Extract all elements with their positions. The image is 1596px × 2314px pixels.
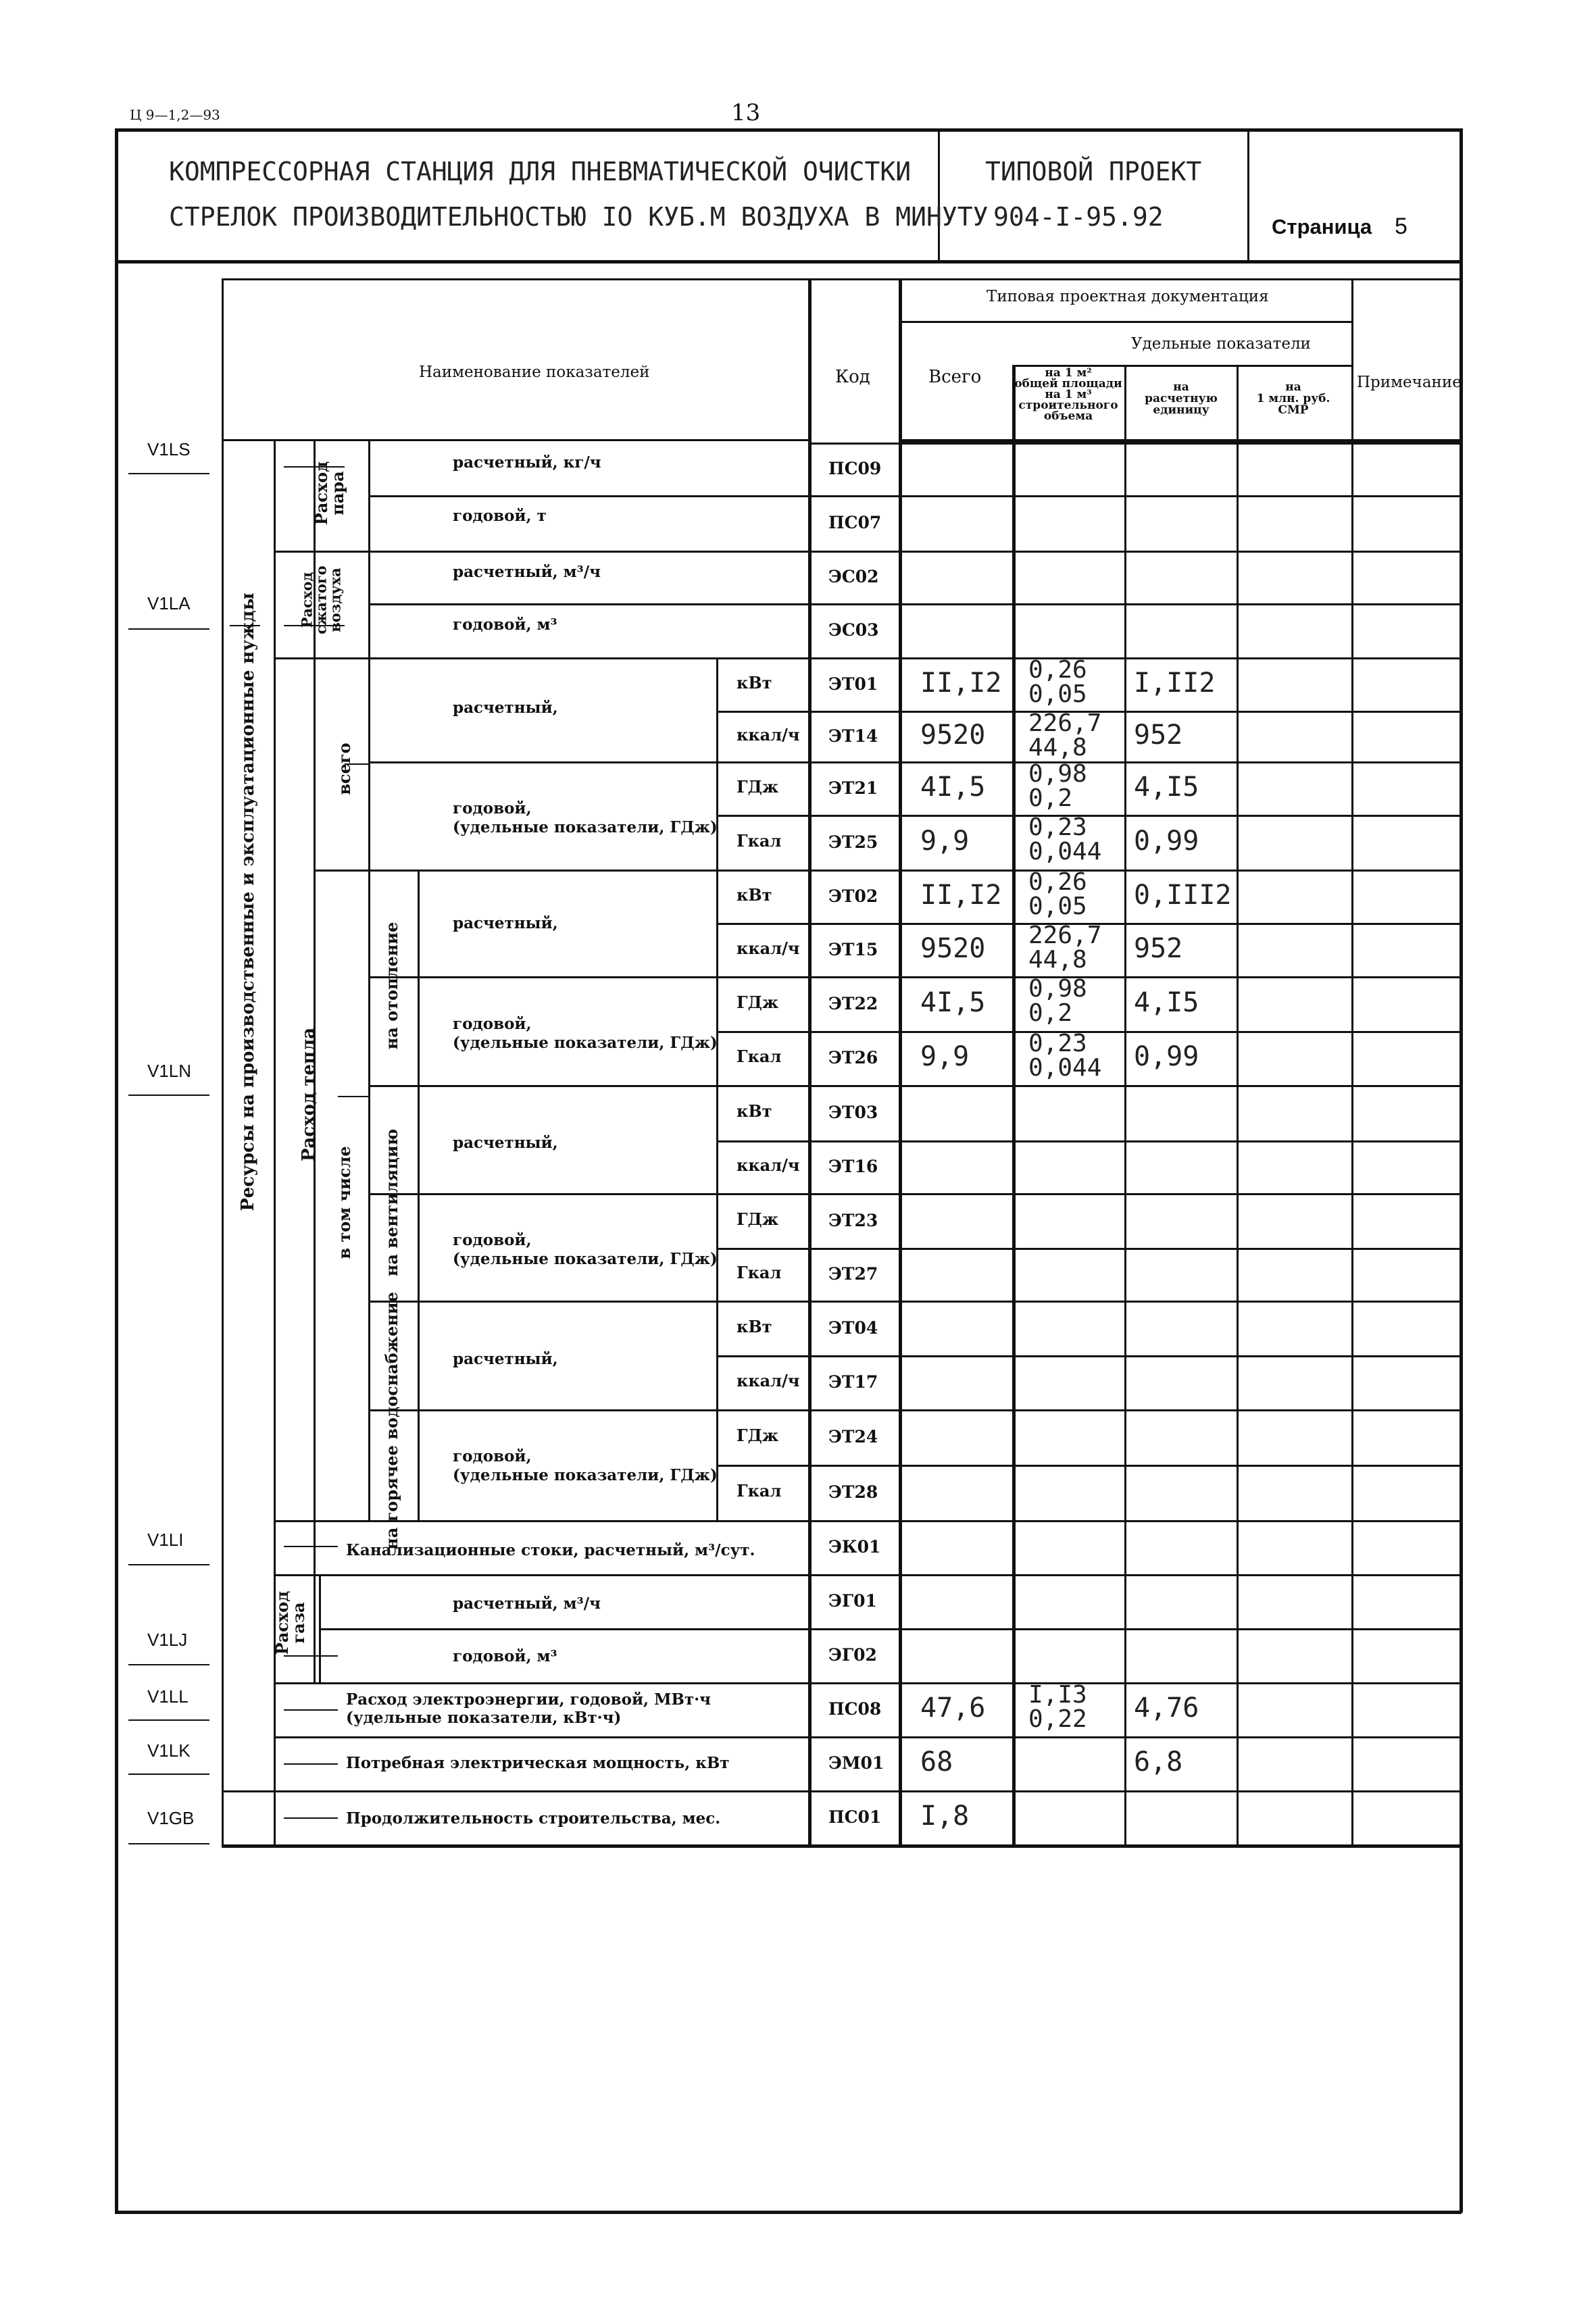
grid-line xyxy=(368,1085,716,1087)
group-heat: Расход тепла xyxy=(299,1027,319,1162)
row-per-volume: 0,2 xyxy=(1028,999,1073,1027)
row-unit: кВт xyxy=(737,672,772,693)
grid-line xyxy=(808,870,1460,872)
label-duration: Продолжительность строительства, мес. xyxy=(346,1809,721,1828)
row-code: ЭТ28 xyxy=(828,1482,878,1502)
row-total: 9,9 xyxy=(920,1041,970,1072)
grid-line xyxy=(808,815,1460,817)
bracket-tick xyxy=(284,1655,338,1657)
row-unit: кВт xyxy=(737,1101,772,1121)
row-code: ЭМ01 xyxy=(828,1753,884,1773)
row-per-unit: 0,99 xyxy=(1134,825,1199,857)
header-per-area: на 1 м² общей площади на 1 м³ строительного объема xyxy=(1014,366,1122,423)
row-total: 47,6 xyxy=(920,1692,986,1724)
row-per-unit: 0,99 xyxy=(1134,1041,1199,1072)
grid-line xyxy=(274,1574,808,1576)
row-unit: ГДж xyxy=(737,1209,779,1229)
row-code: ЭТ04 xyxy=(828,1317,878,1338)
row-per-unit: I,II2 xyxy=(1134,667,1216,699)
row-code: ПС01 xyxy=(828,1807,882,1827)
grid-line xyxy=(368,761,716,763)
grid-line xyxy=(808,1140,1460,1142)
sheet-number: 5 xyxy=(1395,213,1407,239)
row-per-area: 226,7 xyxy=(1028,709,1102,737)
grid-line xyxy=(1351,278,1353,1844)
label-heat-total-calc: расчетный, xyxy=(453,699,558,717)
label-ventilation-year: годовой, (удельные показатели, ГДж) xyxy=(453,1231,718,1268)
row-code: ЭС03 xyxy=(828,620,879,640)
row-code: ЭТ17 xyxy=(828,1372,878,1392)
grid-line xyxy=(808,1465,1460,1467)
margin-tag-underline xyxy=(128,473,209,474)
row-per-unit: 4,I5 xyxy=(1134,986,1199,1018)
group-resources: Ресурсы на производственные и эксплуатационные нужды xyxy=(238,593,258,1211)
grid-line xyxy=(808,1736,1460,1738)
grid-line xyxy=(808,1301,1460,1303)
margin-tag-v1ln: V1LN xyxy=(147,1061,192,1081)
row-per-unit: 6,8 xyxy=(1134,1746,1183,1778)
title-line-2: СТРЕЛОК ПРОИЗВОДИТЕЛЬНОСТЬЮ IO КУБ.М ВОЗДУХА В МИНУТУ xyxy=(169,202,989,232)
row-per-unit: 952 xyxy=(1134,719,1183,751)
group-air: Расход сжатого воздуха xyxy=(298,565,344,634)
label-power: Потребная электрическая мощность, кВт xyxy=(346,1754,730,1772)
frame-bottom xyxy=(115,2211,1462,2214)
group-heating: на отопление xyxy=(382,922,401,1050)
row-per-volume: 0,05 xyxy=(1028,892,1087,920)
grid-line xyxy=(274,1736,808,1738)
row-code: ЭК01 xyxy=(828,1537,881,1557)
label-air-calc: расчетный, м³/ч xyxy=(453,563,601,581)
grid-line xyxy=(274,551,808,553)
row-unit: кВт xyxy=(737,1316,772,1336)
header-docs: Типовая проектная документация xyxy=(987,288,1269,305)
grid-line xyxy=(368,1193,716,1195)
margin-tag-v1la: V1LA xyxy=(147,593,191,613)
row-unit: ккал/ч xyxy=(737,1155,800,1175)
row-total: 9,9 xyxy=(920,825,970,857)
grid-line xyxy=(368,870,716,872)
row-per-volume: 0,044 xyxy=(1028,1054,1102,1082)
row-per-area: 0,23 xyxy=(1028,1030,1087,1057)
grid-line xyxy=(368,657,370,1520)
grid-line xyxy=(716,1301,808,1303)
row-total: I,8 xyxy=(920,1801,970,1832)
row-per-area: 0,23 xyxy=(1028,813,1087,841)
margin-tag-v1lj: V1LJ xyxy=(147,1630,188,1650)
label-steam-calc: расчетный, кг/ч xyxy=(453,453,601,472)
grid-line xyxy=(808,551,1460,553)
grid-line xyxy=(222,278,224,1844)
group-gas: Расход газа xyxy=(272,1590,308,1655)
grid-line xyxy=(716,1355,808,1357)
row-per-unit: 4,76 xyxy=(1134,1692,1199,1724)
margin-tag-underline xyxy=(128,1774,209,1775)
row-code: ЭТ01 xyxy=(828,674,878,694)
margin-tag-underline xyxy=(128,1095,209,1096)
grid-line xyxy=(319,1628,808,1630)
label-gas-year: годовой, м³ xyxy=(453,1647,557,1665)
row-per-volume: 0,05 xyxy=(1028,680,1087,708)
row-code: ЭТ26 xyxy=(828,1048,878,1067)
grid-line xyxy=(808,1085,1460,1087)
grid-line xyxy=(274,1520,808,1522)
row-code: ЭТ24 xyxy=(828,1427,878,1447)
grid-line xyxy=(716,1031,808,1033)
header-per-unit: на расчетную единицу xyxy=(1145,380,1218,417)
row-code: ЭТ21 xyxy=(828,778,878,798)
row-per-volume: 44,8 xyxy=(1028,946,1087,974)
grid-line xyxy=(808,1682,1460,1684)
bracket-tick xyxy=(284,1709,338,1711)
group-heat-total: всего xyxy=(334,743,354,795)
grid-line xyxy=(368,439,370,657)
label-heating-calc: расчетный, xyxy=(453,914,558,932)
margin-tag-underline xyxy=(128,1843,209,1844)
label-sewer: Канализационные стоки, расчетный, м³/сут. xyxy=(346,1541,755,1559)
grid-line xyxy=(808,1193,1460,1195)
row-code: ЭТ14 xyxy=(828,726,878,746)
grid-line xyxy=(368,1409,716,1411)
grid-line xyxy=(274,1682,808,1684)
header-per-million: на 1 млн. руб. СМР xyxy=(1256,380,1330,417)
grid-line xyxy=(808,443,1460,445)
row-per-volume: 0,2 xyxy=(1028,784,1073,812)
row-code: ЭТ03 xyxy=(828,1103,878,1122)
grid-line xyxy=(1012,365,1016,1844)
row-unit: ГДж xyxy=(737,992,779,1012)
row-unit: Гкал xyxy=(737,830,782,851)
grid-line xyxy=(808,711,1460,713)
grid-line xyxy=(808,1520,1460,1522)
row-code: ЭТ25 xyxy=(828,832,878,852)
margin-tag-underline xyxy=(128,1719,209,1721)
grid-line xyxy=(808,761,1460,763)
grid-line xyxy=(808,603,1460,605)
row-per-unit: 952 xyxy=(1134,932,1183,964)
label-heating-year: годовой, (удельные показатели, ГДж) xyxy=(453,1015,718,1052)
row-code: ЭТ16 xyxy=(828,1157,878,1176)
row-unit: ГДж xyxy=(737,776,779,797)
row-code: ПС07 xyxy=(828,513,882,532)
row-total: 4I,5 xyxy=(920,771,986,803)
row-per-area: 0,26 xyxy=(1028,656,1087,684)
grid-line xyxy=(716,923,808,925)
grid-line xyxy=(899,321,1351,323)
grid-line xyxy=(716,1409,808,1411)
header-name: Наименование показателей xyxy=(419,363,650,381)
grid-line xyxy=(1124,365,1126,1844)
frame-top xyxy=(115,128,1460,132)
bracket-tick xyxy=(284,1817,338,1819)
row-unit: Гкал xyxy=(737,1263,782,1282)
grid-line xyxy=(716,1085,808,1087)
grid-line xyxy=(716,761,808,763)
margin-tag-v1li: V1LI xyxy=(147,1530,184,1550)
row-total: 4I,5 xyxy=(920,986,986,1018)
margin-tag-underline xyxy=(128,628,209,630)
margin-tag-v1ll: V1LL xyxy=(147,1686,189,1707)
grid-line xyxy=(222,439,808,441)
grid-line xyxy=(222,1844,1460,1848)
grid-line xyxy=(716,815,808,817)
grid-line xyxy=(808,278,812,1844)
label-gas-calc: расчетный, м³/ч xyxy=(453,1594,601,1613)
grid-line xyxy=(808,495,1460,497)
group-steam: Расход пара xyxy=(311,461,347,526)
row-total: II,I2 xyxy=(920,667,1002,699)
grid-line xyxy=(1237,365,1239,1844)
row-unit: ккал/ч xyxy=(737,938,800,958)
row-code: ЭТ23 xyxy=(828,1210,878,1230)
bracket-tick xyxy=(284,1763,338,1765)
margin-tag-v1ls: V1LS xyxy=(147,439,191,459)
grid-line xyxy=(716,1193,808,1195)
grid-line xyxy=(368,657,716,659)
grid-line xyxy=(808,976,1460,978)
grid-line xyxy=(716,1140,808,1142)
grid-line xyxy=(716,1248,808,1250)
grid-line xyxy=(808,1355,1460,1357)
row-per-area: 0,98 xyxy=(1028,975,1087,1003)
label-air-year: годовой, м³ xyxy=(453,615,557,634)
margin-tag-v1lk: V1LK xyxy=(147,1740,191,1761)
row-unit: ГДж xyxy=(737,1426,779,1445)
grid-line xyxy=(808,657,1460,659)
row-unit: ккал/ч xyxy=(737,1371,800,1390)
row-code: ПС08 xyxy=(828,1699,882,1719)
label-hot-water-year: годовой, (удельные показатели, ГДж) xyxy=(453,1447,718,1484)
grid-line xyxy=(808,1031,1460,1033)
row-code: ЭТ02 xyxy=(828,886,878,906)
row-total: 9520 xyxy=(920,719,986,751)
grid-line xyxy=(368,1301,716,1303)
grid-line xyxy=(716,870,808,872)
label-heat-total-year: годовой, (удельные показатели, ГДж) xyxy=(453,799,718,836)
row-code: ЭГ01 xyxy=(828,1591,877,1611)
row-per-area: 226,7 xyxy=(1028,922,1102,949)
grid-line xyxy=(716,976,808,978)
bracket-tick xyxy=(284,1546,338,1547)
label-ventilation-calc: расчетный, xyxy=(453,1134,558,1152)
header-code: Код xyxy=(835,367,870,387)
grid-line xyxy=(808,1574,1460,1576)
row-unit: Гкал xyxy=(737,1481,782,1501)
row-total: II,I2 xyxy=(920,879,1002,911)
row-per-volume: 44,8 xyxy=(1028,734,1087,761)
row-code: ЭТ15 xyxy=(828,939,878,959)
row-per-volume: 0,22 xyxy=(1028,1705,1087,1733)
label-steam-year: годовой, т xyxy=(453,507,547,525)
project-number: 904-I-95.92 xyxy=(993,202,1164,232)
grid-line xyxy=(808,1248,1460,1250)
margin-tag-underline xyxy=(128,1664,209,1665)
title-line-1: КОМПРЕССОРНАЯ СТАНЦИЯ ДЛЯ ПНЕВМАТИЧЕСКОЙ ОЧИСТКИ xyxy=(169,157,912,186)
grid-line xyxy=(222,278,1460,280)
grid-line xyxy=(716,1465,808,1467)
row-code: ПС09 xyxy=(828,459,882,478)
row-per-area: I,I3 xyxy=(1028,1681,1087,1709)
grid-line xyxy=(716,657,718,1520)
grid-line xyxy=(368,603,808,605)
margin-tag-v1gb: V1GB xyxy=(147,1808,195,1828)
row-per-area: 0,98 xyxy=(1028,760,1087,788)
row-total: 68 xyxy=(920,1746,953,1778)
grid-line xyxy=(899,278,902,1844)
header-note: Примечание xyxy=(1357,374,1462,391)
label-hot-water-calc: расчетный, xyxy=(453,1350,558,1368)
header-specific: Удельные показатели xyxy=(1131,335,1311,353)
group-ventilation: на вентиляцию xyxy=(382,1128,401,1277)
document-mark: Ц 9—1,2—93 xyxy=(130,107,220,123)
row-code: ЭС02 xyxy=(828,567,879,586)
grid-line xyxy=(808,1628,1460,1630)
sheet-label: Страница xyxy=(1272,215,1372,238)
grid-line xyxy=(716,657,808,659)
grid-line xyxy=(808,923,1460,925)
grid-line xyxy=(222,1790,808,1792)
row-per-area: 0,26 xyxy=(1028,868,1087,896)
row-unit: кВт xyxy=(737,884,772,905)
row-code: ЭГ02 xyxy=(828,1645,877,1665)
row-total: 9520 xyxy=(920,932,986,964)
bracket-tick xyxy=(338,1096,368,1097)
page-number: 13 xyxy=(731,99,761,126)
label-electricity: Расход электроэнергии, годовой, МВт·ч (удельные показатели, кВт·ч) xyxy=(346,1690,712,1727)
row-code: ЭТ22 xyxy=(828,993,878,1013)
frame-left xyxy=(115,128,118,2213)
grid-line xyxy=(1460,278,1462,1844)
row-per-volume: 0,044 xyxy=(1028,838,1102,865)
header-total: Всего xyxy=(928,367,982,387)
grid-line xyxy=(368,976,716,978)
margin-tag-underline xyxy=(128,1564,209,1565)
grid-line xyxy=(808,1409,1460,1411)
group-heat-including: в том числе xyxy=(334,1146,354,1259)
grid-line xyxy=(368,495,808,497)
row-per-unit: 0,III2 xyxy=(1134,879,1232,911)
row-unit: Гкал xyxy=(737,1047,782,1066)
grid-line xyxy=(808,1790,1460,1792)
grid-line xyxy=(716,711,808,713)
group-hot-water: на горячее водоснабжение xyxy=(382,1292,401,1550)
row-unit: ккал/ч xyxy=(737,724,800,745)
project-label: ТИПОВОЙ ПРОЕКТ xyxy=(985,157,1202,186)
row-code: ЭТ27 xyxy=(828,1264,878,1284)
row-per-unit: 4,I5 xyxy=(1134,771,1199,803)
